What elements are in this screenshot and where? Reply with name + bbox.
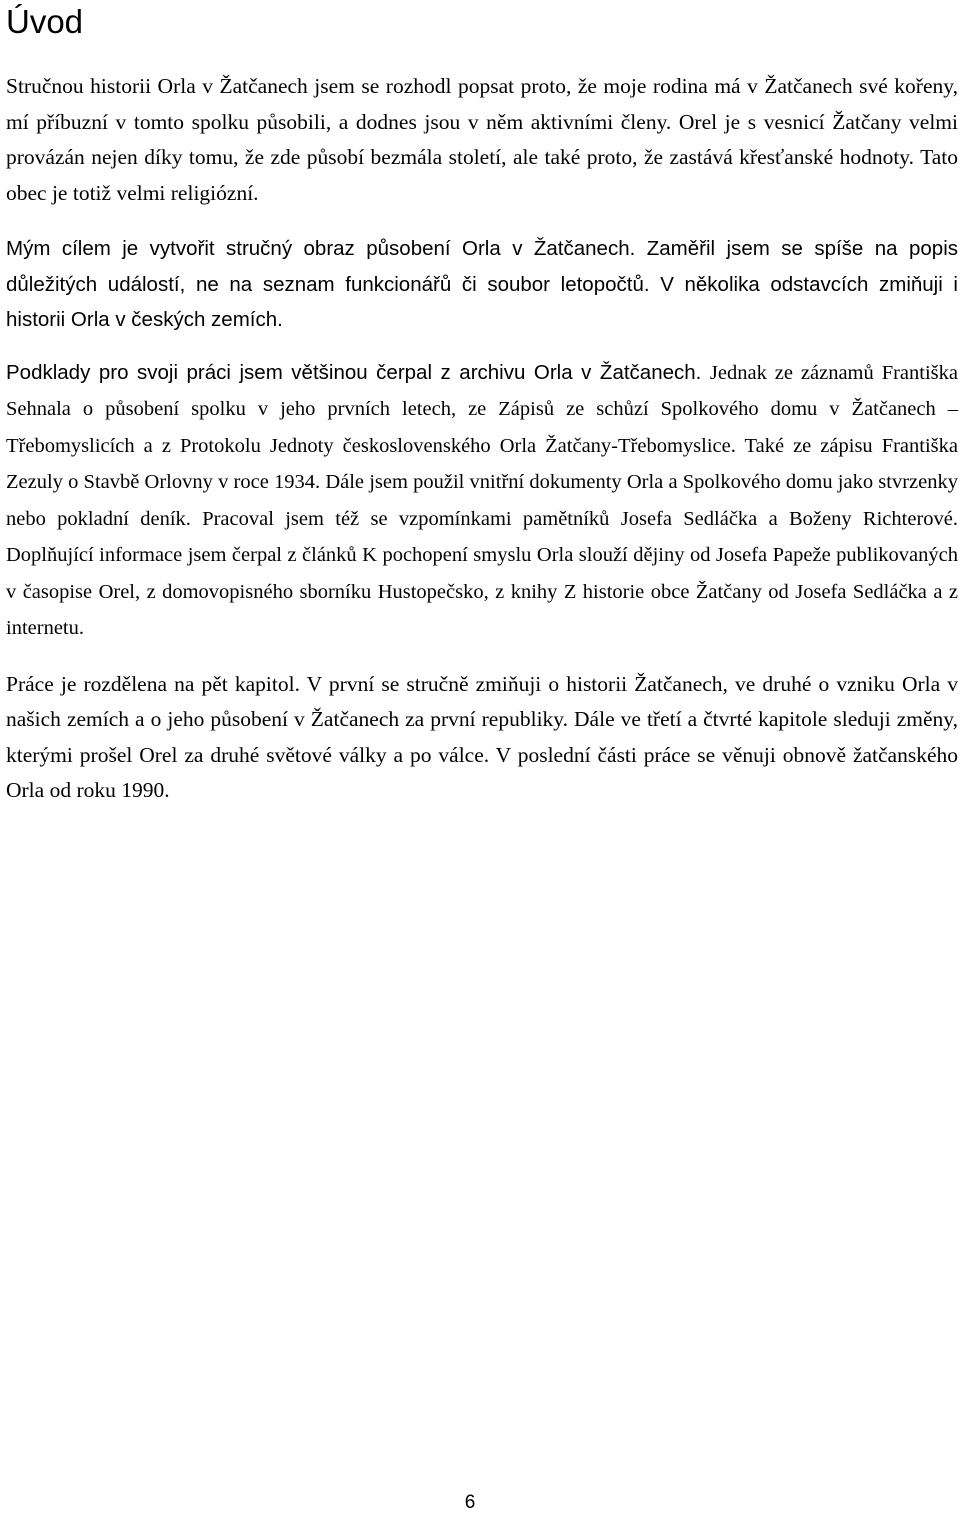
paragraph-sources-lead: Podklady pro svoji práci jsem většinou čerpal z archivu Orla v Žatčanech. xyxy=(6,360,702,384)
document-page xyxy=(6,0,958,809)
paragraph-structure: Práce je rozdělena na pět kapitol. V první se stručně zmiňuji o historii Žatčanech, ve druhé o vzniku Orla v našich zemích a o jeho působení v Žatčanech za první republiky. Dále ve třetí a čtvrté kapitole sleduji změny, kterými prošel Orel za druhé světové války a po válce. V poslední části práce se věnuji obnově žatčanského Orla od roku 1990. xyxy=(6,671,958,802)
paragraph-intro: Stručnou historii Orla v Žatčanech jsem se rozhodl popsat proto, že moje rodina má v Žatčanech své kořeny, mí příbuzní v tomto spolku působili, a dodnes jsou v něm aktivními členy. Orel je s vesnicí Žatčany velmi provázán nejen díky tomu, že zde působí bezmála století, ale také proto, že zastává křesťanské hodnoty. Tato obec je totiž velmi religiózní. xyxy=(6,74,958,205)
paragraph-sources-detail: Jednak ze záznamů Františka Sehnala o působení spolku v jeho prvních letech, ze Zápisů ze schůzí Spolkového domu v Žatčanech – Třebomyslicích a z Protokolu Jednoty československého Orla Žatčany-Třebomyslice. Také ze zápisu Františka Zezuly o Stavbě Orlovny v roce 1934. Dále jsem použil vnitřní dokumenty Orla a Spolkového domu jako stvrzenky nebo pokladní deník. Pracoval jsem též se vzpomínkami pamětníků Josefa Sedláčka a Boženy Richterové. Doplňující informace jsem čerpal z článků K pochopení smyslu Orla slouží dějiny od Josefa Papeže publikovaných v časopise Orel, z domovopisného sborníku Hustopečsko, z knihy Z historie obce Žatčany od Josefa Sedláčka a z internetu. xyxy=(6,361,959,639)
paragraph-sources xyxy=(6,355,958,647)
page-title: Úvod xyxy=(6,3,84,40)
page-number: 6 xyxy=(464,1492,476,1513)
paragraph-goal: Mým cílem je vytvořit stručný obraz působení Orla v Žatčanech. Zaměřil jsem se spíše na popis důležitých událostí, ne na seznam funkcionářů či soubor letopočtů. V několika odstavcích zmiňuji i historii Orla v českých zemích. xyxy=(6,237,958,331)
